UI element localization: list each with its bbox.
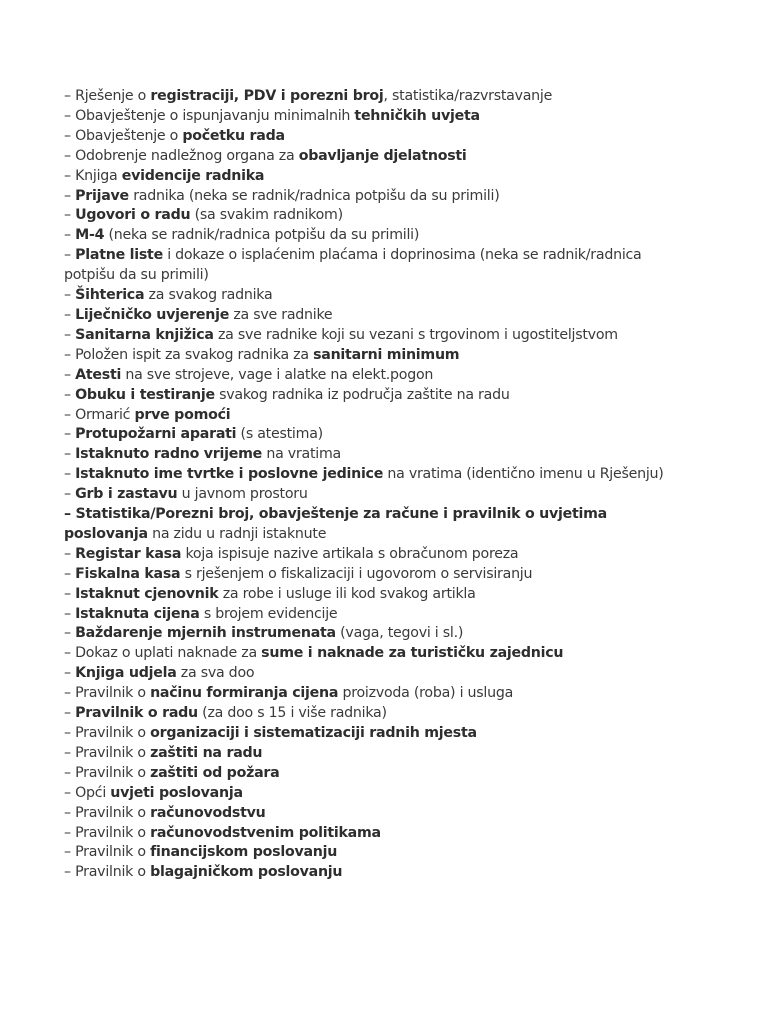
checklist-item: [64, 167, 684, 187]
checklist-item: [64, 545, 684, 565]
item-text: – Pravilnik o: [64, 744, 151, 761]
item-bold-text: prve pomoći: [134, 406, 231, 423]
item-bold-text: Pravilnik o radu: [75, 705, 198, 722]
item-text: –: [64, 306, 76, 323]
item-text: proizvoda (roba) i usluga: [338, 685, 514, 702]
item-text: – Obavještenje o ispunjavanju minimalnih: [64, 107, 355, 124]
item-bold-text: M-4: [75, 227, 105, 244]
item-text: na zidu u radnji istaknute: [147, 525, 327, 542]
item-text: – Pravilnik o: [64, 824, 151, 841]
item-bold-text: Registar kasa: [75, 545, 182, 562]
checklist-item: [64, 306, 684, 326]
checklist-item: [64, 346, 684, 366]
item-text: na vratima: [262, 446, 341, 463]
checklist-item: [64, 246, 684, 286]
item-bold-text: registraciji, PDV i porezni broj: [150, 88, 384, 104]
item-bold-text: financijskom poslovanju: [150, 844, 338, 861]
item-bold-text: sanitarni minimum: [313, 346, 460, 363]
item-bold-text: organizaciji i sistematizaciji radnih mjesta: [150, 725, 477, 741]
checklist-item: [64, 406, 684, 426]
checklist-item: [64, 425, 684, 445]
item-bold-text: obavljanje djelatnosti: [298, 147, 467, 164]
item-text: – Pravilnik o: [64, 804, 151, 821]
checklist-item: [64, 147, 684, 167]
item-text: (sa svakim radnikom): [190, 207, 343, 224]
item-text: – Ormarić: [64, 406, 135, 423]
checklist-item: [64, 445, 684, 465]
item-text: s brojem evidencije: [199, 605, 338, 622]
item-text: –: [64, 426, 76, 443]
document-body: [64, 87, 684, 883]
item-bold-text: računovodstvenim politikama: [150, 824, 381, 841]
item-text: svakog radnika iz područja zaštite na radu: [214, 386, 510, 403]
item-bold-text: sume i naknade za turističku zajednicu: [261, 645, 564, 662]
checklist-item: [64, 784, 684, 804]
checklist-item: [64, 366, 684, 386]
item-text: –: [64, 466, 76, 483]
item-text: –: [64, 545, 76, 562]
item-text: – Odobrenje nadležnog organa za: [64, 147, 299, 164]
item-text: –: [64, 366, 76, 383]
checklist-item: [64, 206, 684, 226]
item-bold-text: Platne liste: [75, 247, 163, 264]
checklist-item: [64, 724, 684, 744]
item-text: –: [64, 625, 76, 642]
item-text: za sva doo: [176, 665, 255, 682]
checklist-item: [64, 107, 684, 127]
item-text: koja ispisuje nazive artikala s obračunom poreza: [181, 545, 519, 562]
item-text: –: [64, 287, 76, 304]
item-text: za robe i usluge ili kod svakog artikla: [218, 585, 476, 602]
item-text: za sve radnike: [229, 306, 333, 323]
checklist-item: [64, 326, 684, 346]
checklist-item: [64, 744, 684, 764]
item-bold-text: Istaknut cjenovnik: [75, 585, 219, 602]
item-text: –: [64, 665, 76, 682]
item-bold-text: početku rada: [182, 127, 285, 144]
item-text: – Rješenje o: [64, 88, 151, 104]
item-bold-text: tehničkih uvjeta: [354, 107, 480, 124]
item-text: –: [64, 446, 76, 463]
checklist-item: [64, 764, 684, 784]
item-text: –: [64, 705, 76, 722]
item-text: radnika (neka se radnik/radnica potpišu da su primili): [128, 187, 500, 204]
item-bold-text: Istaknuto radno vrijeme: [75, 446, 263, 463]
checklist-item: [64, 465, 684, 485]
item-text: –: [64, 187, 76, 204]
item-bold-text: Sanitarna knjižica: [75, 326, 214, 343]
item-bold-text: blagajničkom poslovanju: [150, 864, 343, 881]
item-text: –: [64, 486, 76, 503]
item-bold-text: Liječničko uvjerenje: [75, 306, 230, 323]
item-bold-text: Baždarenje mjernih instrumenata: [75, 625, 336, 642]
item-text: – Položen ispit za svakog radnika za: [64, 346, 314, 363]
checklist: [64, 87, 684, 883]
checklist-item: [64, 624, 684, 644]
item-text: za sve radnike koji su vezani s trgovinom i ugostiteljstvom: [213, 326, 618, 343]
item-text: (s atestima): [236, 426, 323, 443]
item-text: – Pravilnik o: [64, 844, 151, 861]
checklist-item: [64, 704, 684, 724]
item-text: – Pravilnik o: [64, 685, 151, 702]
checklist-item: [64, 505, 684, 545]
item-text: – Pravilnik o: [64, 725, 151, 741]
checklist-item: [64, 127, 684, 147]
item-text: –: [64, 227, 76, 244]
item-bold-text: Grb i zastavu: [75, 486, 178, 503]
item-bold-text: zaštiti od požara: [150, 764, 280, 781]
item-bold-text: Istaknuta cijena: [75, 605, 200, 622]
checklist-item: [64, 605, 684, 625]
checklist-item: [64, 485, 684, 505]
item-bold-text: Ugovori o radu: [75, 207, 191, 224]
item-bold-text: evidencije radnika: [121, 167, 265, 184]
item-bold-text: načinu formiranja cijena: [150, 685, 339, 702]
item-text: na sve strojeve, vage i alatke na elekt.pogon: [121, 366, 434, 383]
item-bold-text: Protupožarni aparati: [75, 426, 237, 443]
checklist-item: [64, 684, 684, 704]
item-bold-text: Prijave: [75, 187, 129, 204]
item-text: –: [64, 207, 76, 224]
checklist-item: [64, 644, 684, 664]
checklist-item: [64, 226, 684, 246]
item-text: za svakog radnika: [144, 287, 273, 304]
item-text: –: [64, 247, 76, 264]
item-text: – Obavještenje o: [64, 127, 183, 144]
item-text: –: [64, 326, 76, 343]
item-text: (neka se radnik/radnica potpišu da su primili): [104, 227, 420, 244]
item-bold-text: – Statistika/Porezni broj, obavještenje za račune i pravilnik o uvjetima poslovanja: [64, 506, 608, 542]
item-text: –: [64, 605, 76, 622]
item-bold-text: Obuku i testiranje: [75, 386, 215, 403]
checklist-item: [64, 585, 684, 605]
item-text: –: [64, 585, 76, 602]
item-bold-text: Atesti: [75, 366, 122, 383]
item-text: – Dokaz o uplati naknade za: [64, 645, 262, 662]
item-bold-text: računovodstvu: [150, 804, 266, 821]
checklist-item: [64, 565, 684, 585]
item-text: (vaga, tegovi i sl.): [335, 625, 464, 642]
item-bold-text: Istaknuto ime tvrtke i poslovne jedinice: [75, 466, 384, 483]
item-text: (za doo s 15 i više radnika): [197, 705, 387, 722]
item-bold-text: uvjeti poslovanja: [110, 784, 243, 801]
checklist-item: [64, 286, 684, 306]
item-text: – Knjiga: [64, 167, 122, 184]
checklist-item: [64, 386, 684, 406]
item-text: – Opći: [64, 784, 111, 801]
item-text: , statistika/razvrstavanje: [383, 88, 553, 104]
checklist-item: [64, 187, 684, 207]
checklist-item: [64, 664, 684, 684]
checklist-item: [64, 843, 684, 863]
item-text: – Pravilnik o: [64, 864, 151, 881]
checklist-item: [64, 804, 684, 824]
item-text: na vratima (identično imenu u Rješenju): [383, 466, 664, 483]
item-bold-text: Fiskalna kasa: [75, 565, 181, 582]
checklist-item: [64, 824, 684, 844]
item-bold-text: Šihterica: [75, 287, 145, 304]
checklist-item: [64, 863, 684, 883]
checklist-item: [64, 87, 684, 107]
item-text: –: [64, 386, 76, 403]
item-text: – Pravilnik o: [64, 764, 151, 781]
item-text: i dokaze o isplaćenim plaćama i doprinosima (neka se radnik/radnica potpišu da su primili): [64, 247, 642, 284]
item-bold-text: zaštiti na radu: [150, 744, 263, 761]
item-text: s rješenjem o fiskalizaciji i ugovorom o servisiranju: [180, 565, 533, 582]
item-text: –: [64, 565, 76, 582]
item-text: u javnom prostoru: [177, 486, 308, 503]
item-bold-text: Knjiga udjela: [75, 665, 177, 682]
